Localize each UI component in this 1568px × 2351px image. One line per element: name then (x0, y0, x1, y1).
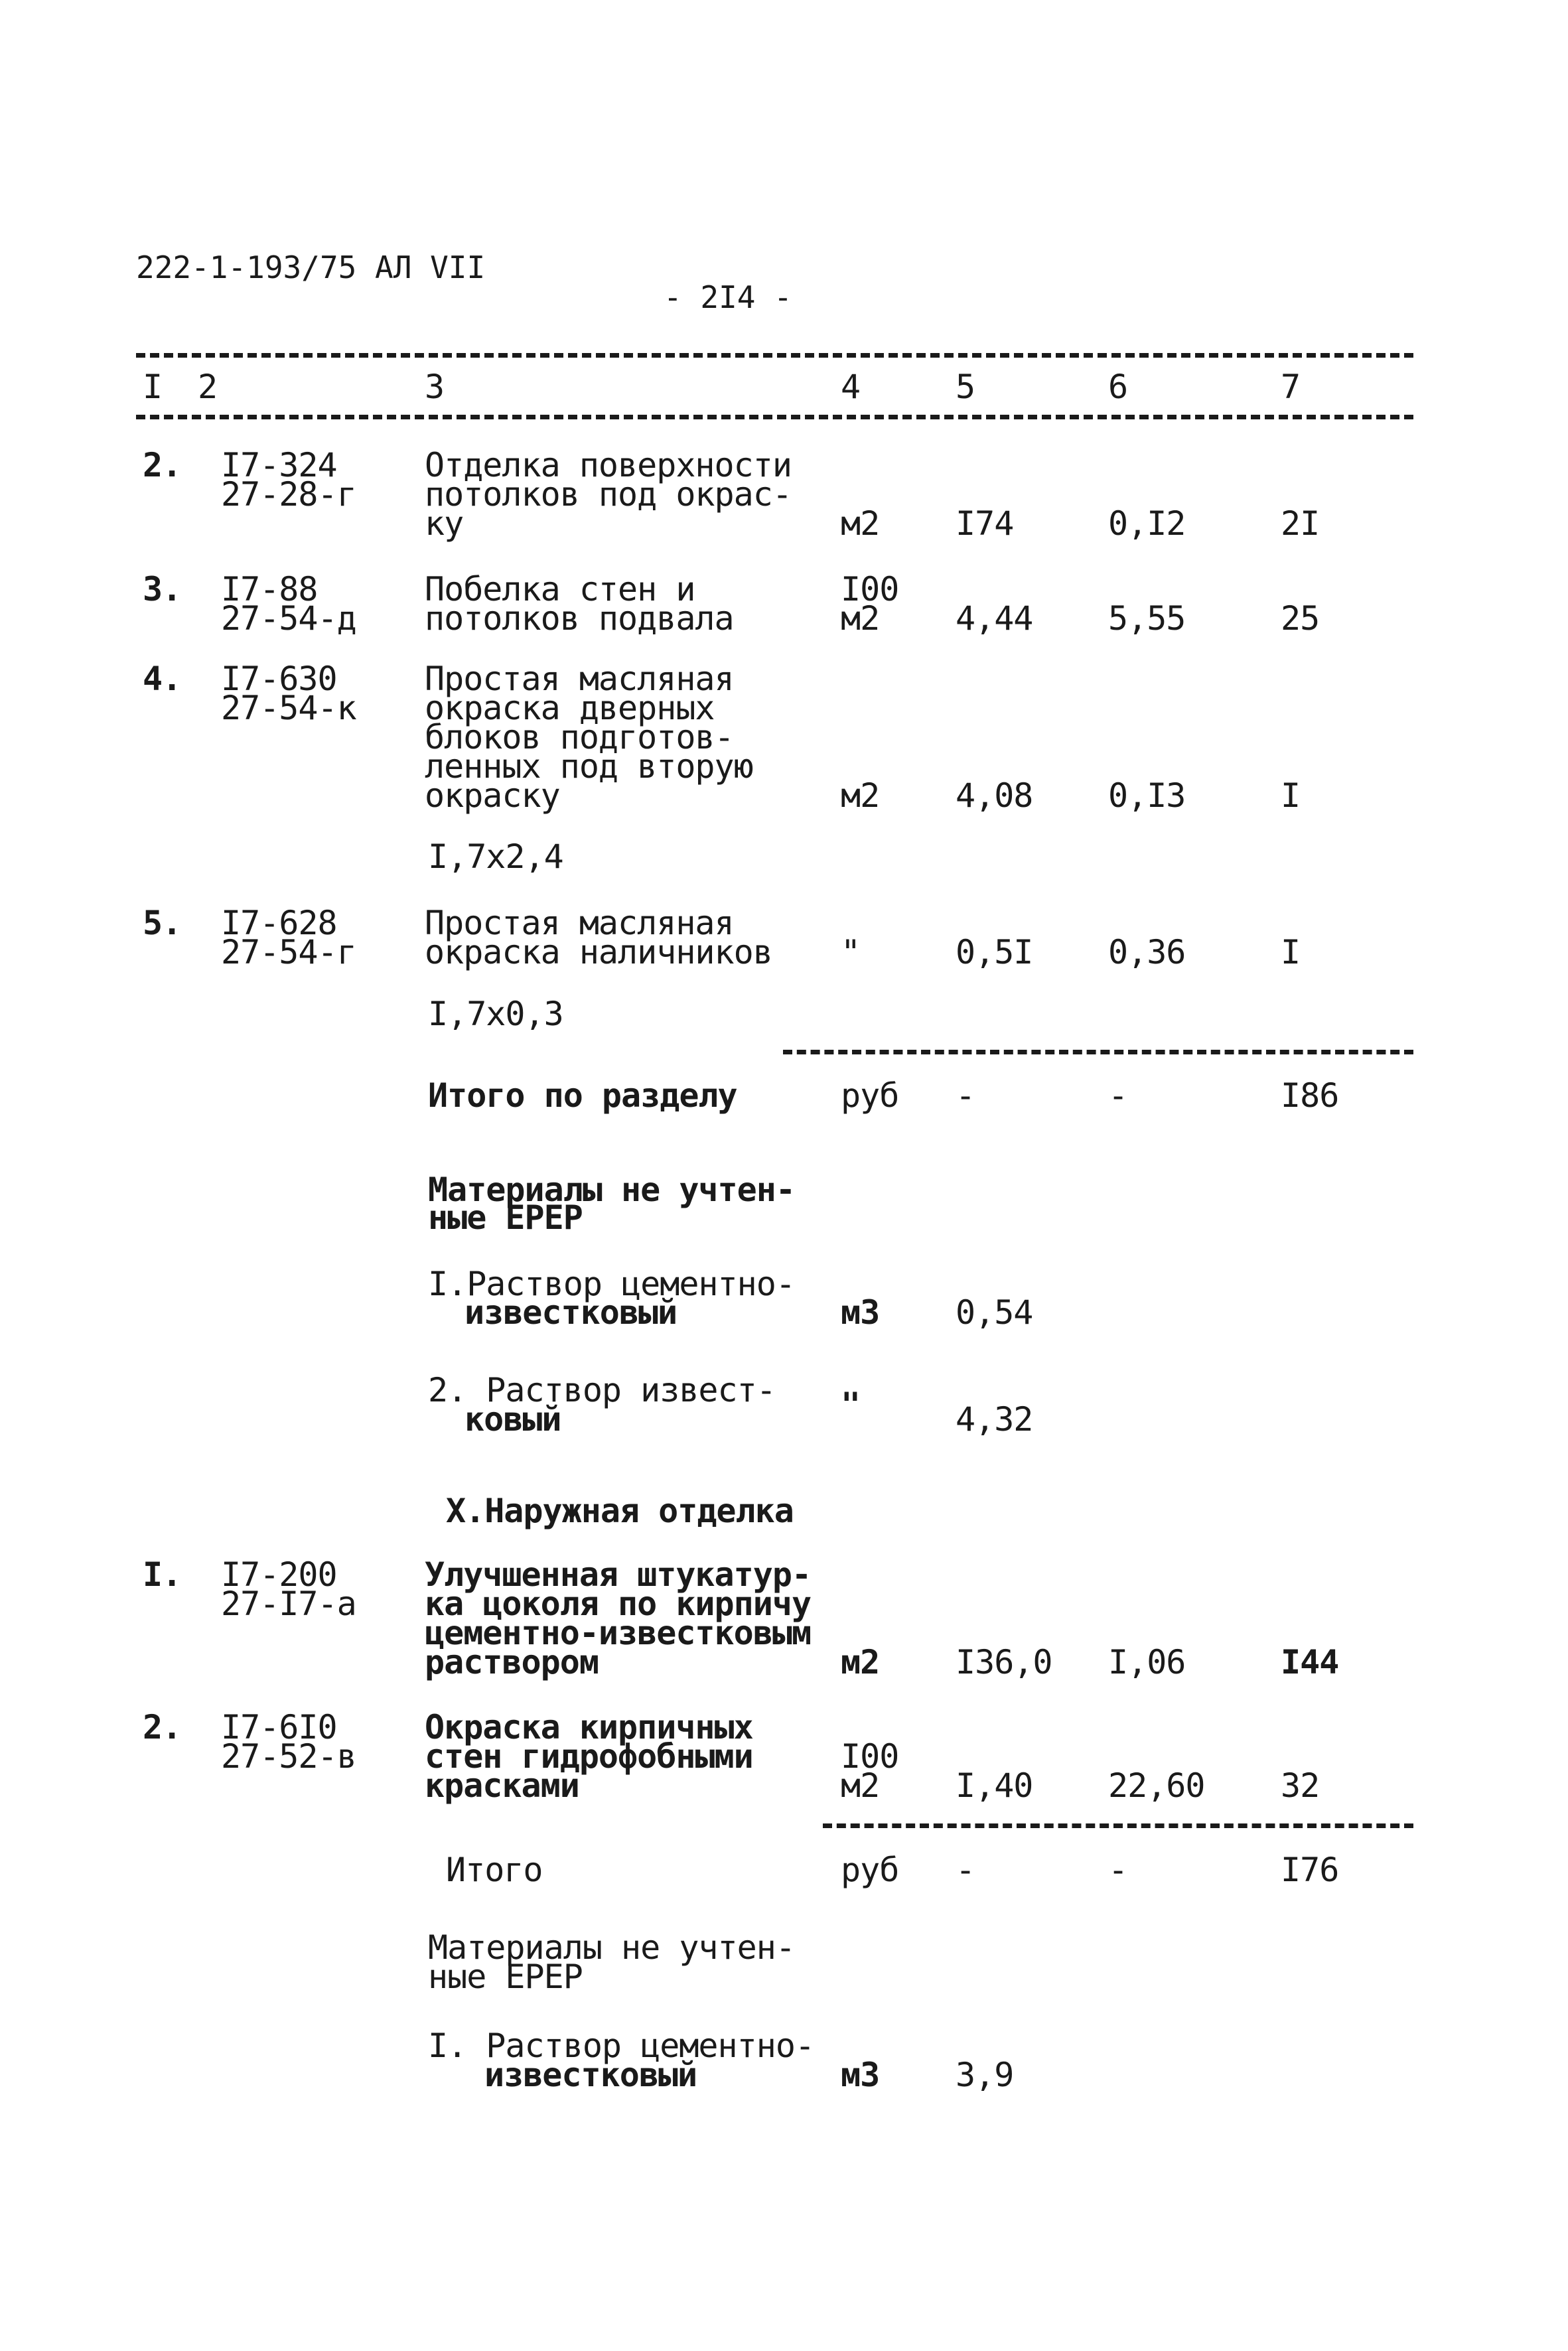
work-description: красками (425, 1766, 579, 1805)
materials-heading: ные ЕРЕР (428, 1958, 583, 1996)
work-description: Простая масляная (425, 660, 734, 698)
total: 32 (1281, 1766, 1320, 1805)
page-number: - 2I4 - (664, 279, 792, 315)
work-description: ка цоколя по кирпичу (425, 1585, 812, 1623)
row-number: 3. (143, 570, 182, 608)
price-code: 27-I7-а (221, 1585, 356, 1623)
row-number: I. (143, 1555, 182, 1594)
unit-multiplier: I00 (841, 570, 899, 608)
quantity: 4,44 (956, 599, 1033, 638)
price-code: 27-54-г (221, 933, 356, 971)
column-header: 7 (1281, 368, 1301, 406)
work-description: стен гидрофобными (425, 1737, 753, 1776)
unit-price: 0,36 (1108, 933, 1186, 971)
document-reference: 222-1-193/75 АЛ VII (136, 249, 486, 285)
subtotal-rule (783, 1050, 1413, 1054)
material-quantity: 3,9 (956, 2056, 1014, 2094)
unit-price: I,06 (1108, 1643, 1186, 1681)
material-name: известковый (484, 2056, 697, 2094)
material-unit: м3 (841, 1293, 880, 1332)
column-header: 5 (956, 368, 975, 406)
row-number: 5. (143, 904, 182, 942)
norm-code: I7-630 (221, 660, 337, 698)
material-unit: м3 (841, 2056, 880, 2094)
material-name: ковый (464, 1400, 561, 1439)
materials-heading: ные ЕРЕР (428, 1198, 583, 1237)
material-quantity: 0,54 (956, 1293, 1033, 1332)
material-name: I.Раствор цементно- (428, 1265, 795, 1303)
unit-price: 5,55 (1108, 599, 1186, 638)
subtotal-quantity: - (956, 1851, 975, 1889)
total: 2I (1281, 504, 1320, 543)
total: I (1281, 933, 1301, 971)
material-unit-ditto-mark: " (841, 1386, 861, 1424)
price-code: 27-28-г (221, 475, 356, 514)
quantity: I36,0 (956, 1643, 1052, 1681)
work-description: Побелка стен и (425, 570, 695, 608)
subtotal-unit: руб (841, 1076, 899, 1115)
column-header: 2 (198, 368, 218, 406)
subtotal-quantity: - (956, 1076, 975, 1115)
norm-code: I7-88 (221, 570, 318, 608)
subtotal-label: Итого (446, 1851, 543, 1889)
subtotal-total: I76 (1281, 1851, 1339, 1889)
price-code: 27-52-в (221, 1737, 356, 1776)
work-description: раствором (425, 1643, 599, 1681)
unit: м2 (841, 504, 880, 543)
norm-code: I7-628 (221, 904, 337, 942)
work-description: блоков подготов- (425, 718, 734, 756)
work-description: цементно-известковым (425, 1614, 812, 1652)
row-number: 2. (143, 1708, 182, 1746)
unit: м2 (841, 1766, 880, 1805)
unit-price: 0,I3 (1108, 776, 1186, 815)
unit: м2 (841, 776, 880, 815)
subtotal-unit: руб (841, 1851, 899, 1889)
total: I44 (1281, 1643, 1339, 1681)
header-bottom-rule (136, 415, 1413, 419)
work-description: ленных под вторую (425, 747, 753, 786)
price-code: 27-54-к (221, 689, 356, 727)
unit: м2 (841, 599, 880, 638)
row-number: 4. (143, 660, 182, 698)
subtotal-rule (823, 1823, 1413, 1828)
price-code: 27-54-д (221, 599, 356, 638)
subtotal-total: I86 (1281, 1076, 1339, 1115)
subtotal-label: Итого по разделу (428, 1076, 737, 1115)
column-header: 6 (1108, 368, 1128, 406)
column-header: 3 (425, 368, 445, 406)
work-description: ку (425, 504, 464, 543)
unit: м2 (841, 1643, 880, 1681)
material-name: I. Раствор цементно- (428, 2027, 815, 2065)
work-description: Простая масляная (425, 904, 734, 942)
materials-heading: Материалы не учтен- (428, 1171, 795, 1209)
unit-price: 22,60 (1108, 1766, 1205, 1805)
work-description: окраска дверных (425, 689, 715, 727)
section-title: X.Наружная отделка (446, 1492, 794, 1530)
material-name: известковый (464, 1293, 677, 1332)
subtotal-price: - (1108, 1076, 1128, 1115)
unit-ditto-mark: " (841, 933, 861, 971)
total: I (1281, 776, 1301, 815)
work-description: окраска наличников (425, 933, 772, 971)
work-description: окраску (425, 776, 560, 815)
norm-code: I7-324 (221, 446, 337, 484)
total: 25 (1281, 599, 1320, 638)
norm-code: I7-6I0 (221, 1708, 337, 1746)
quantity: 0,5I (956, 933, 1033, 971)
quantity-calculation: I,7x2,4 (428, 837, 563, 876)
materials-heading: Материалы не учтен- (428, 1928, 795, 1967)
work-description: Отделка поверхности (425, 446, 792, 484)
material-name: 2. Раствор извест- (428, 1371, 776, 1409)
work-description: Окраска кирпичных (425, 1708, 753, 1746)
quantity: I,40 (956, 1766, 1033, 1805)
work-description: Улучшенная штукатур- (425, 1555, 812, 1594)
unit-price: 0,I2 (1108, 504, 1186, 543)
quantity-calculation: I,7x0,3 (428, 995, 563, 1033)
work-description: потолков подвала (425, 599, 734, 638)
norm-code: I7-200 (221, 1555, 337, 1594)
quantity: 4,08 (956, 776, 1033, 815)
subtotal-price: - (1108, 1851, 1128, 1889)
unit-multiplier: I00 (841, 1737, 899, 1776)
material-quantity: 4,32 (956, 1400, 1033, 1439)
column-header: 4 (841, 368, 861, 406)
row-number: 2. (143, 446, 182, 484)
table-top-rule (136, 353, 1413, 358)
work-description: потолков под окрас- (425, 475, 792, 514)
column-header: I (143, 368, 163, 406)
quantity: I74 (956, 504, 1014, 543)
